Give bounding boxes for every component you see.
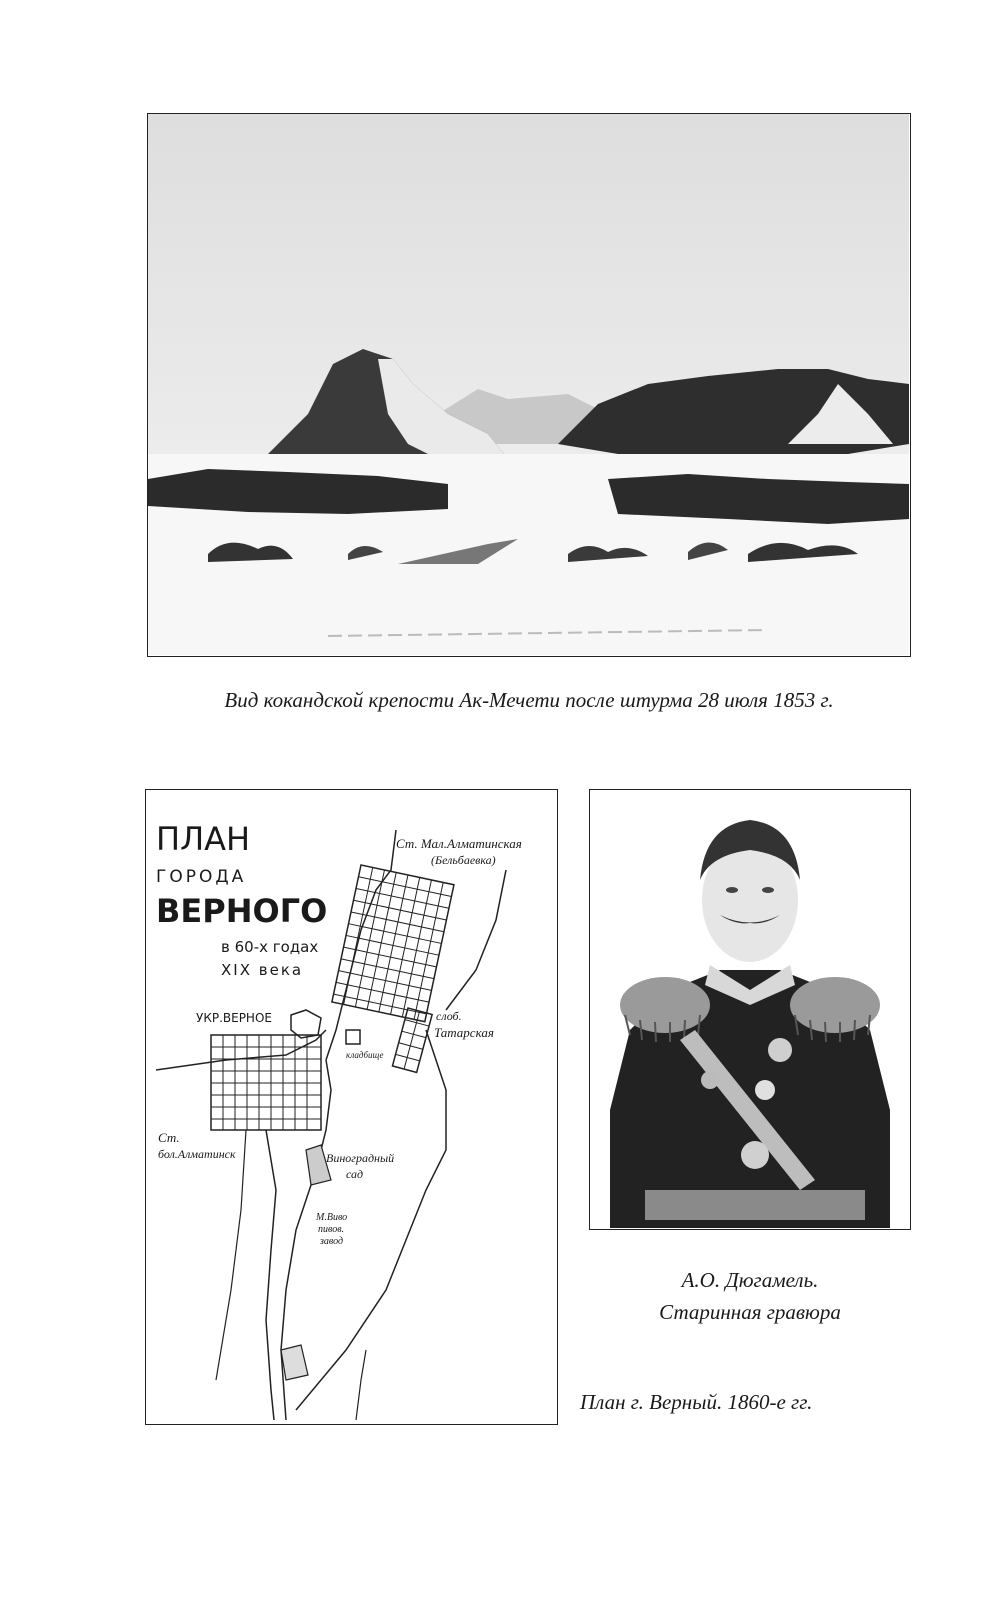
portrait-caption-name: А.О. Дюгамель.	[681, 1268, 819, 1292]
label-zavod-2: пивов.	[318, 1224, 345, 1235]
label-tatarskaya: Татарская	[434, 1025, 494, 1040]
landscape-figure	[147, 113, 911, 657]
portrait-caption-description: Старинная гравюра	[659, 1300, 841, 1324]
label-st: Ст.	[158, 1130, 180, 1145]
label-bol-almatinsk: бол.Алматинск	[158, 1147, 236, 1161]
city-plan-map	[146, 790, 556, 1423]
label-vinogradny: Виноградный	[326, 1151, 395, 1165]
landscape-caption: Вид кокандской крепости Ак-Мечети после штурма 28 июля 1853 г.	[224, 688, 834, 712]
label-belbaevka: (Бельбаевка)	[431, 853, 496, 867]
label-ukr-vernoe: УКР.ВЕРНОЕ	[196, 1011, 272, 1025]
map-title-goroda: ГОРОДА	[156, 867, 247, 887]
label-sloboda: слоб.	[436, 1009, 462, 1023]
label-st-mal-almatinskaya: Ст. Мал.Алматинская	[396, 836, 522, 851]
label-sad: сад	[346, 1167, 364, 1181]
landscape-drawing	[148, 114, 909, 655]
map-title-century: XIX века	[221, 961, 304, 979]
portrait-engraving	[590, 790, 909, 1228]
city-plan-caption: План г. Верный. 1860-е гг.	[580, 1390, 813, 1414]
city-plan-figure	[145, 789, 558, 1425]
portrait-figure	[589, 789, 911, 1230]
map-title-plan: ПЛАН	[156, 820, 251, 858]
map-title-decade: в 60-х годах	[221, 938, 319, 956]
label-zavod-3: завод	[320, 1236, 344, 1247]
label-zavod-1: М.Виво	[316, 1212, 348, 1223]
map-title-vernogo: ВЕРНОГО	[156, 892, 328, 930]
label-kladbische: кладбище	[346, 1050, 384, 1060]
